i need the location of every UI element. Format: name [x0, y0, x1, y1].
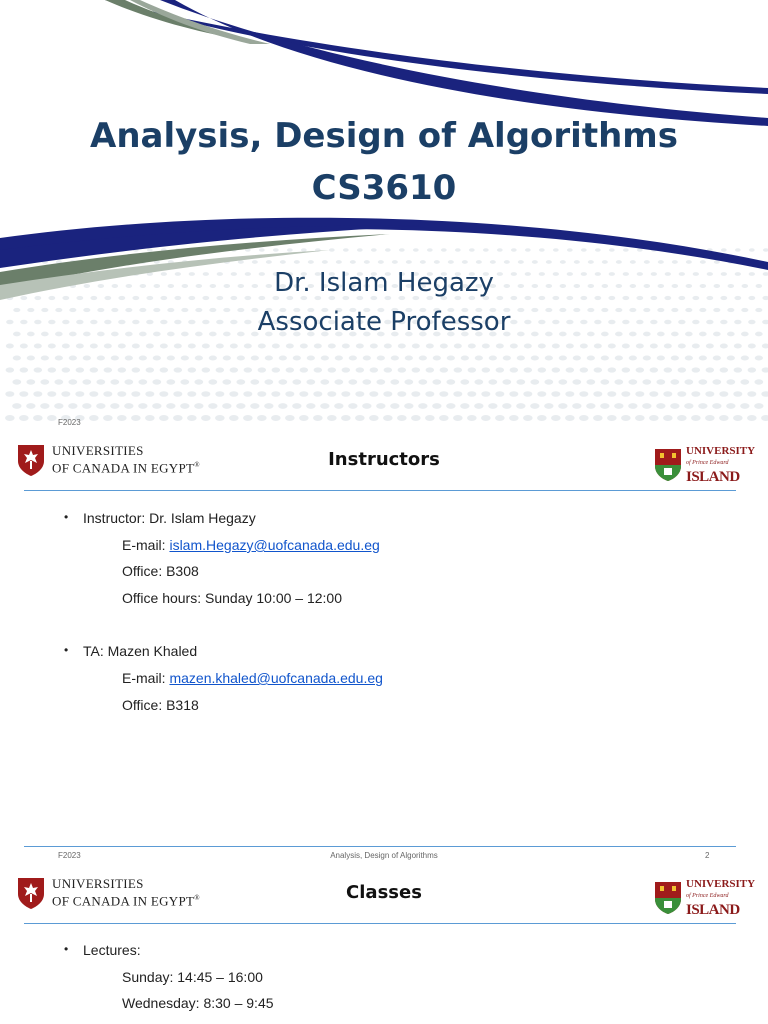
slide-footer-date: F2023	[58, 418, 81, 427]
footer-divider	[24, 846, 736, 847]
upei-logo-line1: UNIVERSITY	[686, 445, 756, 457]
uce-logo-line2: OF CANADA IN EGYPT	[52, 460, 195, 476]
instructor-email-label: E-mail:	[122, 537, 170, 553]
slide-heading: Instructors	[328, 449, 440, 470]
uce-logo-line2: OF CANADA IN EGYPT	[52, 893, 195, 909]
presenter-role: Associate Professor	[257, 307, 511, 337]
upei-crest-icon	[654, 881, 682, 915]
uce-logo-line1: UNIVERSITIES	[52, 443, 144, 459]
decorative-swoosh	[0, 0, 768, 433]
upei-logo-line1: UNIVERSITY	[686, 878, 756, 890]
title-slide	[0, 0, 768, 433]
uce-logo-tm: ®	[194, 461, 200, 470]
upei-logo-line3: ISLAND	[686, 469, 740, 485]
upei-logo-line2: of Prince Edward	[686, 893, 729, 899]
instructor-email-link[interactable]: islam.Hegazy@uofcanada.edu.eg	[169, 537, 380, 553]
upei-logo-line3: ISLAND	[686, 902, 740, 918]
lectures-bullet: • Lectures:	[83, 942, 141, 958]
ta-email-label: E-mail:	[122, 670, 170, 686]
slide-footer-title: Analysis, Design of Algorithms	[330, 851, 438, 860]
uce-logo-tm: ®	[194, 894, 200, 903]
instructor-email-row	[122, 537, 380, 553]
upei-logo	[654, 878, 755, 918]
instructors-slide	[0, 433, 768, 866]
presenter-name: Dr. Islam Hegazy	[274, 268, 494, 298]
lecture-time-2: Wednesday: 8:30 – 9:45	[122, 995, 274, 1011]
uce-logo-line1: UNIVERSITIES	[52, 876, 144, 892]
ta-office: Office: B318	[122, 697, 199, 713]
ta-bullet: • TA: Mazen Khaled	[83, 643, 197, 659]
upei-logo	[654, 445, 755, 485]
upei-crest-icon	[654, 448, 682, 482]
presentation-title: Analysis, Design of Algorithms	[90, 116, 678, 156]
instructor-office-hours: Office hours: Sunday 10:00 – 12:00	[122, 590, 343, 606]
slide-heading: Classes	[346, 882, 422, 903]
instructor-bullet: • Instructor: Dr. Islam Hegazy	[83, 510, 256, 526]
course-code: CS3610	[311, 168, 457, 208]
header-divider	[24, 923, 736, 924]
header-divider	[24, 490, 736, 491]
ta-email-link[interactable]: mazen.khaled@uofcanada.edu.eg	[169, 670, 383, 686]
upei-logo-line2: of Prince Edward	[686, 460, 729, 466]
classes-slide	[0, 866, 768, 1024]
instructor-office: Office: B308	[122, 563, 199, 579]
slide-page-number: 2	[705, 851, 710, 860]
ta-email-row	[122, 670, 383, 686]
slide-footer-date: F2023	[58, 851, 81, 860]
lecture-time-1: Sunday: 14:45 – 16:00	[122, 969, 263, 985]
